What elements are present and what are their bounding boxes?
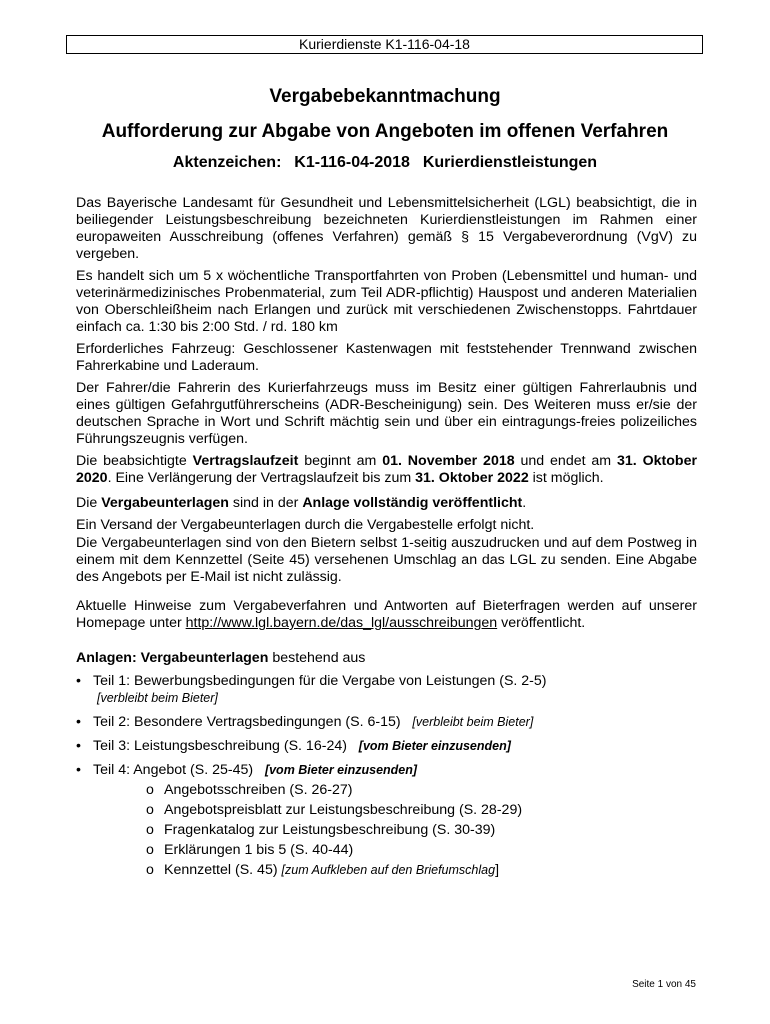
page-number: Seite 1 von 45 bbox=[632, 979, 696, 990]
paragraph-homepage: Aktuelle Hinweise zum Vergabeverfahren und Antworten auf Bieterfragen werden auf unserer Homepage unter http://www.lgl.bayern.de/das_lgl/ausschreibungen veröffentlicht. bbox=[76, 598, 697, 631]
attachments-list bbox=[76, 673, 697, 779]
list-item: • Teil 3: Leistungsbeschreibung (S. 16-24) [vom Bieter einzusenden] bbox=[76, 738, 511, 754]
document-header: Kurierdienste K1-116-04-18 bbox=[66, 35, 703, 54]
paragraph-no-shipping: Ein Versand der Vergabeunterlagen durch die Vergabestelle erfolgt nicht. bbox=[76, 517, 535, 533]
reference-number: Aktenzeichen: K1-116-04-2018 Kurierdienstleistungen bbox=[172, 154, 598, 171]
document-title: Vergabebekanntmachung bbox=[269, 86, 501, 107]
document-subtitle: Aufforderung zur Abgabe von Angeboten im offenen Verfahren bbox=[101, 121, 669, 142]
paragraph-submission: Die Vergabeunterlagen sind von den Bietern selbst 1-seitig auszudrucken und auf dem Postweg in einem mit dem Kennzettel (Seite 45) versehenen Umschlag an das LGL zu senden. Eine Abgabe des Angebots per E-Mail ist nicht zulässig. bbox=[76, 535, 697, 585]
paragraph-vehicle: Erforderliches Fahrzeug: Geschlossener Kastenwagen mit feststehender Trennwand zwischen Fahrerkabine und Laderaum. bbox=[76, 341, 697, 374]
homepage-link[interactable]: http://www.lgl.bayern.de/das_lgl/ausschreibungen bbox=[185, 615, 498, 631]
sub-list-item: o Fragenkatalog zur Leistungsbeschreibung (S. 30-39) bbox=[146, 822, 496, 838]
list-item: • Teil 2: Besondere Vertragsbedingungen (S. 6-15) [verbleibt beim Bieter] bbox=[76, 714, 534, 730]
sub-list-item: o Angebotspreisblatt zur Leistungsbeschreibung (S. 28-29) bbox=[146, 802, 523, 818]
document-body bbox=[76, 195, 697, 882]
list-item: • Teil 1: Bewerbungsbedingungen für die Vergabe von Leistungen (S. 2-5) [verbleibt beim Bieter] bbox=[76, 673, 547, 705]
paragraph-documents: Die Vergabeunterlagen sind in der Anlage vollständig veröffentlicht. bbox=[76, 495, 527, 511]
paragraph-contract-term: Die beabsichtigte Vertragslaufzeit beginnt am 01. November 2018 und endet am 31. Oktober 2020. Eine Verlängerung der Vertragslaufzeit bis zum 31. Oktober 2022 ist möglich. bbox=[76, 453, 697, 486]
sub-list-item: o Erklärungen 1 bis 5 (S. 40-44) bbox=[146, 842, 354, 858]
sub-list-item: o Angebotsschreiben (S. 26-27) bbox=[146, 782, 353, 798]
paragraph-transport: Es handelt sich um 5 x wöchentliche Transportfahrten von Proben (Lebensmittel und human- und veterinärmedizinisches Probenmaterial, zum Teil ADR-pflichtig) Hauspost und anderen Materialien von Oberschleißheim nach Erlangen und zurück mit verschiedenen Zwischenstopps. Fahrtdauer einfach ca. 1:30 bis 2:00 Std. / rd. 180 km bbox=[76, 268, 697, 335]
sub-list bbox=[76, 782, 697, 879]
sub-list-item: o Kennzettel (S. 45) [zum Aufkleben auf den Briefumschlag] bbox=[146, 862, 500, 878]
paragraph-driver: Der Fahrer/die Fahrerin des Kurierfahrzeugs muss im Besitz einer gültigen Fahrerlaubnis und eines gültigen Gefahrgutführerscheins (ADR-Bescheinigung) sein. Des Weiteren muss er/sie der deutschen Sprache in Wort und Schrift mächtig sein und über ein eintragungs-freies polizeiliches Führungszeugnis verfügen. bbox=[76, 380, 697, 447]
list-item: • Teil 4: Angebot (S. 25-45) [vom Bieter einzusenden] bbox=[76, 762, 418, 778]
paragraph-intro: Das Bayerische Landesamt für Gesundheit und Lebensmittelsicherheit (LGL) beabsichtigt, die in beiliegender Leistungsbeschreibung bezeichneten Kurierdienstleistungen im Rahmen einer europaweiten Ausschreibung (offenes Verfahren) gemäß § 15 Vergabeverordnung (VgV) zu vergeben. bbox=[76, 195, 697, 262]
attachments-heading: Anlagen: Vergabeunterlagen bestehend aus bbox=[76, 650, 366, 666]
attachments-section bbox=[76, 650, 697, 879]
